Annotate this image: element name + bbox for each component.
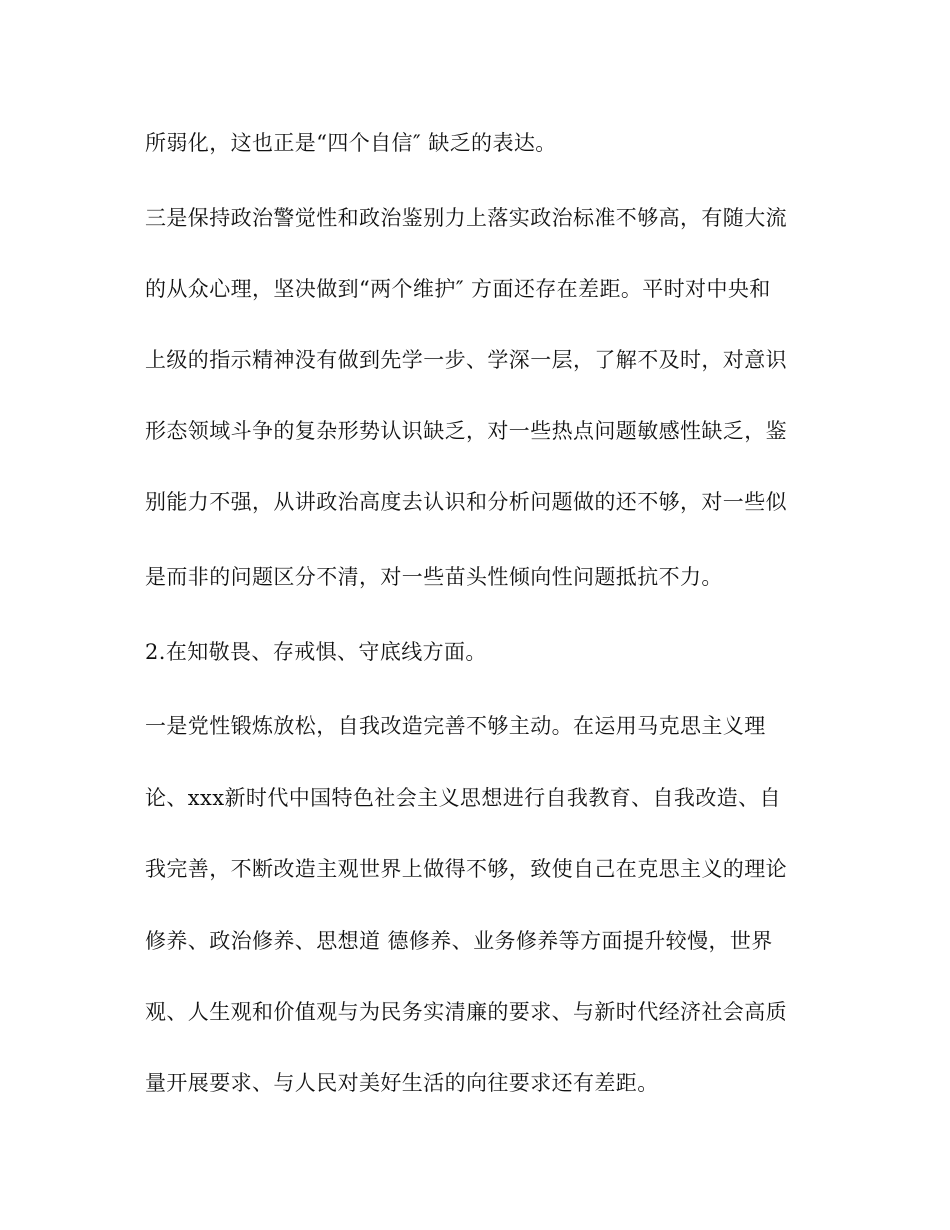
- text-line: 一是党性锻炼放松，自我改造完善不够主动。在运用马克思主义理: [145, 714, 766, 738]
- text-line: 量开展要求、与人民对美好生活的向往要求还有差距。: [145, 1071, 659, 1095]
- text-line: 论、xxx新时代中国特色社会主义思想进行自我教育、自我改造、自: [145, 786, 781, 810]
- text-line: 我完善，不断改造主观世界上做得不够，致使自己在克思主义的理论: [145, 857, 787, 881]
- text-line: 形态领域斗争的复杂形势认识缺乏，对一些热点问题敏感性缺乏，鉴: [145, 419, 787, 443]
- text-line: 所弱化，这也正是“四个自信″ 缺乏的表达。: [145, 131, 557, 155]
- text-line: 修养、政治修养、思想道 德修养、业务修养等方面提升较慢，世界: [145, 929, 773, 953]
- text-line: 的从众心理，坚决做到“两个维护″ 方面还存在差距。平时对中央和: [145, 277, 771, 301]
- text-line: 是而非的问题区分不清，对一些苗头性倾向性问题抵抗不力。: [145, 565, 723, 589]
- text-line: 上级的指示精神没有做到先学一步、学深一层，了解不及时，对意识: [145, 348, 787, 372]
- text-line: 观、人生观和价值观与为民务实清廉的要求、与新时代经济社会高质: [145, 1000, 787, 1024]
- text-line: 别能力不强，从讲政治高度去认识和分析问题做的还不够，对一些似: [145, 490, 787, 514]
- text-line: 三是保持政治警觉性和政治鉴别力上落实政治标准不够高，有随大流: [145, 206, 787, 230]
- section-heading: 2.在知敬畏、存戒惧、守底线方面。: [145, 640, 487, 664]
